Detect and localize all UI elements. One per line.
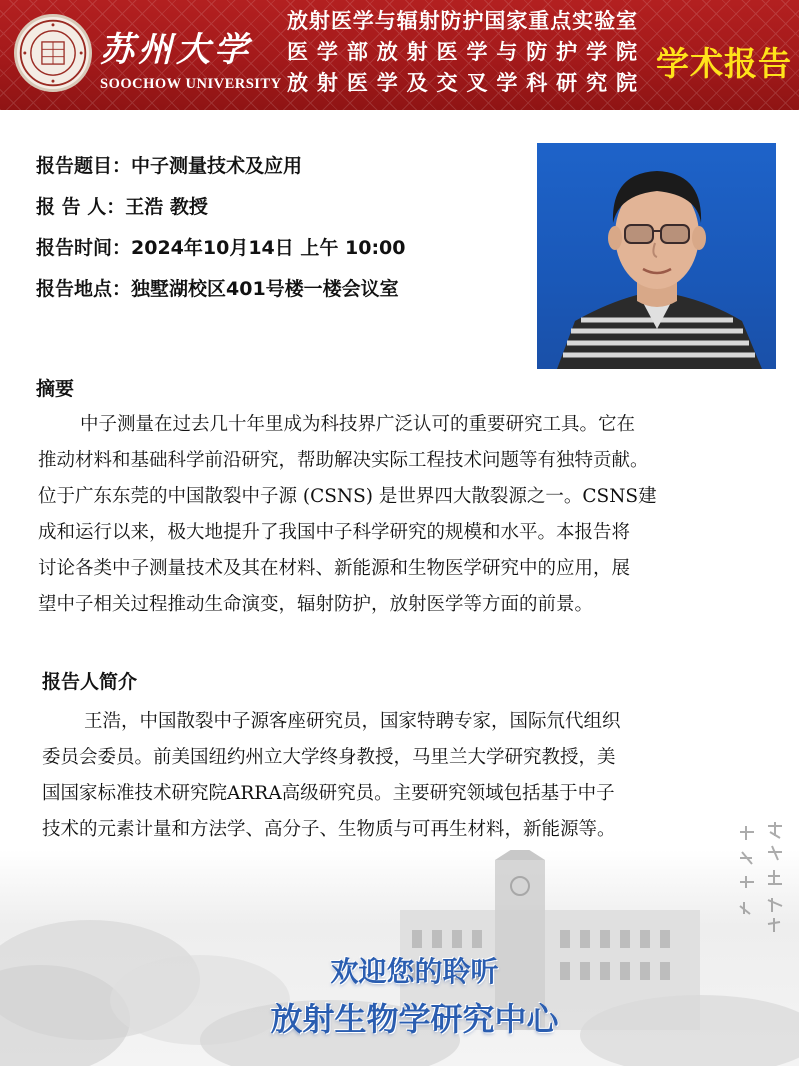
abstract-heading: 摘要 bbox=[36, 378, 75, 400]
place-row bbox=[36, 275, 516, 316]
speaker-row bbox=[36, 193, 516, 234]
bio-line: 国国家标准技术研究院ARRA高级研究员。主要研究领域包括基于中子 bbox=[42, 783, 615, 804]
bio-heading: 报告人简介 bbox=[42, 671, 138, 693]
header-banner bbox=[0, 0, 799, 110]
university-name-cn: 苏州大学 bbox=[100, 30, 252, 70]
bio-line: 委员会委员。前美国纽约州立大学终身教授，马里兰大学研究教授，美 bbox=[42, 747, 616, 768]
report-title-row bbox=[36, 152, 516, 193]
place-label: 报告地点： bbox=[36, 278, 132, 300]
speaker-value: 王浩 教授 bbox=[125, 196, 208, 218]
time-value: 2024年10月14日 上午 10:00 bbox=[131, 237, 406, 259]
abstract-line: 位于广东东莞的中国散裂中子源 (CSNS) 是世界四大散裂源之一。CSNS建 bbox=[38, 486, 657, 507]
speaker-label: 报 告 人： bbox=[36, 196, 126, 218]
bio-line: 技术的元素计量和方法学、高分子、生物质与可再生材料，新能源等。 bbox=[42, 819, 616, 840]
lab-name-3: 放射医学及交叉学科研究院 bbox=[287, 71, 637, 95]
abstract-line: 讨论各类中子测量技术及其在材料、新能源和生物医学研究中的应用，展 bbox=[38, 558, 631, 579]
abstract-line: 中子测量在过去几十年里成为科技界广泛认可的重要研究工具。它在 bbox=[80, 414, 636, 435]
welcome-text: 欢迎您的聆听 bbox=[330, 955, 499, 988]
abstract-line: 成和运行以来，极大地提升了我国中子科学研究的规模和水平。本报告将 bbox=[38, 522, 631, 543]
research-center-name: 放射生物学研究中心 bbox=[270, 1000, 559, 1038]
university-name-en: SOOCHOW UNIVERSITY bbox=[100, 76, 282, 92]
place-value: 独墅湖校区401号楼一楼会议室 bbox=[131, 278, 399, 300]
report-info bbox=[36, 152, 516, 316]
bio-text bbox=[42, 704, 762, 848]
speaker-photo bbox=[537, 143, 776, 369]
academic-report-tag: 学术报告 bbox=[656, 44, 792, 83]
lab-name-2: 医学部放射医学与防护学院 bbox=[287, 40, 637, 64]
report-title-label: 报告题目： bbox=[36, 155, 132, 177]
calligraphy-watermark bbox=[728, 818, 792, 968]
bio-line: 王浩，中国散裂中子源客座研究员，国家特聘专家，国际氘代组织 bbox=[84, 711, 621, 732]
abstract-line: 望中子相关过程推动生命演变，辐射防护，放射医学等方面的前景。 bbox=[38, 594, 594, 615]
university-seal-logo bbox=[14, 14, 92, 92]
lab-name-1: 放射医学与辐射防护国家重点实验室 bbox=[287, 9, 637, 33]
abstract-line: 推动材料和基础科学前沿研究，帮助解决实际工程技术问题等有独特贡献。 bbox=[38, 450, 649, 471]
abstract-text bbox=[38, 407, 768, 623]
time-label: 报告时间： bbox=[36, 237, 132, 259]
report-title-value: 中子测量技术及应用 bbox=[131, 155, 303, 177]
lab-names bbox=[287, 6, 647, 99]
time-row bbox=[36, 234, 516, 275]
